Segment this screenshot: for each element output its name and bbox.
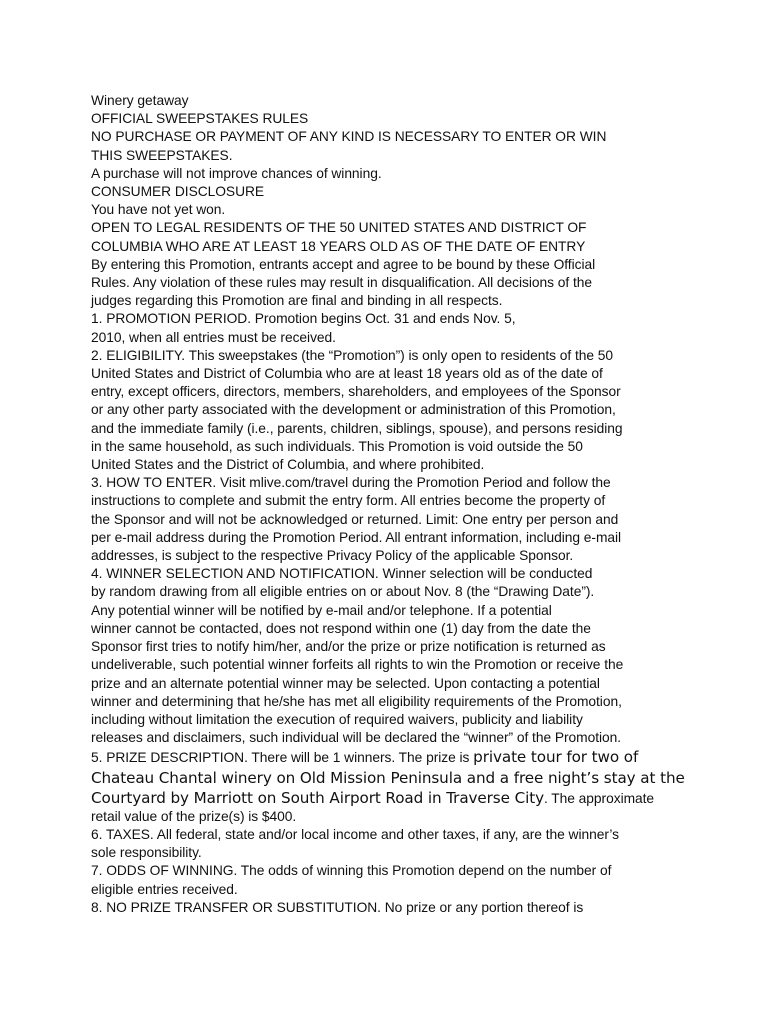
- rules-heading: OFFICIAL SWEEPSTAKES RULES: [91, 111, 309, 127]
- document-title: Winery getaway: [91, 93, 189, 108]
- odds-line-2: eligible entries received.: [91, 881, 238, 897]
- purchase-note: A purchase will not improve chances of winning.: [91, 165, 382, 181]
- winner-selection-line-5: Sponsor first tries to notify him/her, and/or the prize or prize notification is returned as: [91, 639, 606, 655]
- promotion-period-line-1: 1. PROMOTION PERIOD. Promotion begins Oct. 31 and ends Nov. 5,: [91, 311, 516, 327]
- odds-line-1: 7. ODDS OF WINNING. The odds of winning this Promotion depend on the number of: [91, 863, 612, 879]
- intro-line-2: Rules. Any violation of these rules may result in disqualification. All decisions of the: [91, 275, 592, 291]
- taxes-line-1: 6. TAXES. All federal, state and/or local income and other taxes, if any, are the winner’s: [91, 826, 619, 842]
- winner-selection-line-6: undeliverable, such potential winner forfeits all rights to win the Promotion or receive the: [91, 657, 624, 673]
- winner-selection-line-9: including without limitation the execution of required waivers, publicity and liability: [91, 711, 583, 727]
- prize-description-line-4: retail value of the prize(s) is $400.: [91, 808, 297, 824]
- eligibility-line-1: 2. ELIGIBILITY. This sweepstakes (the “Promotion”) is only open to residents of the 50: [91, 347, 614, 363]
- how-to-enter-line-2: instructions to complete and submit the entry form. All entries become the property of: [91, 493, 606, 509]
- winner-selection-line-3: Any potential winner will be notified by e-mail and/or telephone. If a potential: [91, 602, 552, 618]
- prize-description-line-3: [91, 788, 690, 808]
- consumer-disclosure-heading: CONSUMER DISCLOSURE: [91, 184, 265, 200]
- winner-selection-line-2: by random drawing from all eligible entries on or about Nov. 8 (the “Drawing Date”).: [91, 584, 595, 600]
- winner-selection-line-10: releases and disclaimers, such individual will be declared the “winner” of the Promotion.: [91, 730, 622, 746]
- winner-selection-line-1: 4. WINNER SELECTION AND NOTIFICATION. Winner selection will be conducted: [91, 566, 593, 582]
- winner-selection-line-4: winner cannot be contacted, does not respond within one (1) day from the date the: [91, 620, 591, 636]
- prize-description-line-2: Chateau Chantal winery on Old Mission Peninsula and a free night’s stay at the: [91, 768, 685, 787]
- intro-line-1: By entering this Promotion, entrants accept and agree to be bound by these Official: [91, 256, 596, 272]
- no-purchase-line-2: THIS SWEEPSTAKES.: [91, 147, 233, 163]
- prize-description-line-1: [91, 747, 690, 767]
- how-to-enter-line-5: addresses, is subject to the respective Privacy Policy of the applicable Sponsor.: [91, 548, 574, 564]
- eligibility-line-3: entry, except officers, directors, members, shareholders, and employees of the Sponsor: [91, 384, 621, 400]
- promotion-period-line-2: 2010, when all entries must be received.: [91, 329, 336, 345]
- eligibility-line-4: or any other party associated with the development or administration of this Promotion,: [91, 402, 616, 418]
- no-transfer-line-1: 8. NO PRIZE TRANSFER OR SUBSTITUTION. No prize or any portion thereof is: [91, 899, 584, 915]
- winner-selection-line-7: prize and an alternate potential winner may be selected. Upon contacting a potential: [91, 675, 600, 691]
- eligibility-line-6: in the same household, as such individuals. This Promotion is void outside the 50: [91, 438, 583, 454]
- how-to-enter-line-3: the Sponsor and will not be acknowledged or returned. Limit: One entry per person and: [91, 511, 619, 527]
- prize-description-intro: 5. PRIZE DESCRIPTION. There will be 1 winners. The prize is: [91, 750, 474, 766]
- winner-selection-line-8: winner and determining that he/she has met all eligibility requirements of the Promotion,: [91, 693, 622, 709]
- eligibility-line-7: United States and the District of Columbia, and where prohibited.: [91, 457, 485, 473]
- eligibility-line-2: United States and District of Columbia who are at least 18 years old as of the date of: [91, 366, 603, 382]
- not-won-notice: You have not yet won.: [91, 202, 226, 218]
- eligibility-notice-line-2: COLUMBIA WHO ARE AT LEAST 18 YEARS OLD AS OF THE DATE OF ENTRY: [91, 238, 586, 254]
- eligibility-notice-line-1: OPEN TO LEGAL RESIDENTS OF THE 50 UNITED STATES AND DISTRICT OF: [91, 220, 587, 236]
- taxes-line-2: sole responsibility.: [91, 845, 202, 861]
- prize-description-highlight-3: Courtyard by Marriott on South Airport Road in Traverse City: [91, 788, 544, 807]
- eligibility-line-5: and the immediate family (i.e., parents, children, siblings, spouse), and persons residing: [91, 420, 623, 436]
- sweepstakes-rules-text: [91, 92, 690, 917]
- how-to-enter-line-4: per e-mail address during the Promotion Period. All entrant information, including e-mail: [91, 529, 622, 545]
- no-purchase-line-1: NO PURCHASE OR PAYMENT OF ANY KIND IS NECESSARY TO ENTER OR WIN: [91, 129, 607, 145]
- how-to-enter-line-1: 3. HOW TO ENTER. Visit mlive.com/travel during the Promotion Period and follow the: [91, 475, 611, 491]
- prize-description-highlight-1: private tour for two of: [473, 748, 639, 767]
- prize-description-value-intro: . The approximate: [543, 790, 655, 806]
- intro-line-3: judges regarding this Promotion are final and binding in all respects.: [91, 293, 503, 309]
